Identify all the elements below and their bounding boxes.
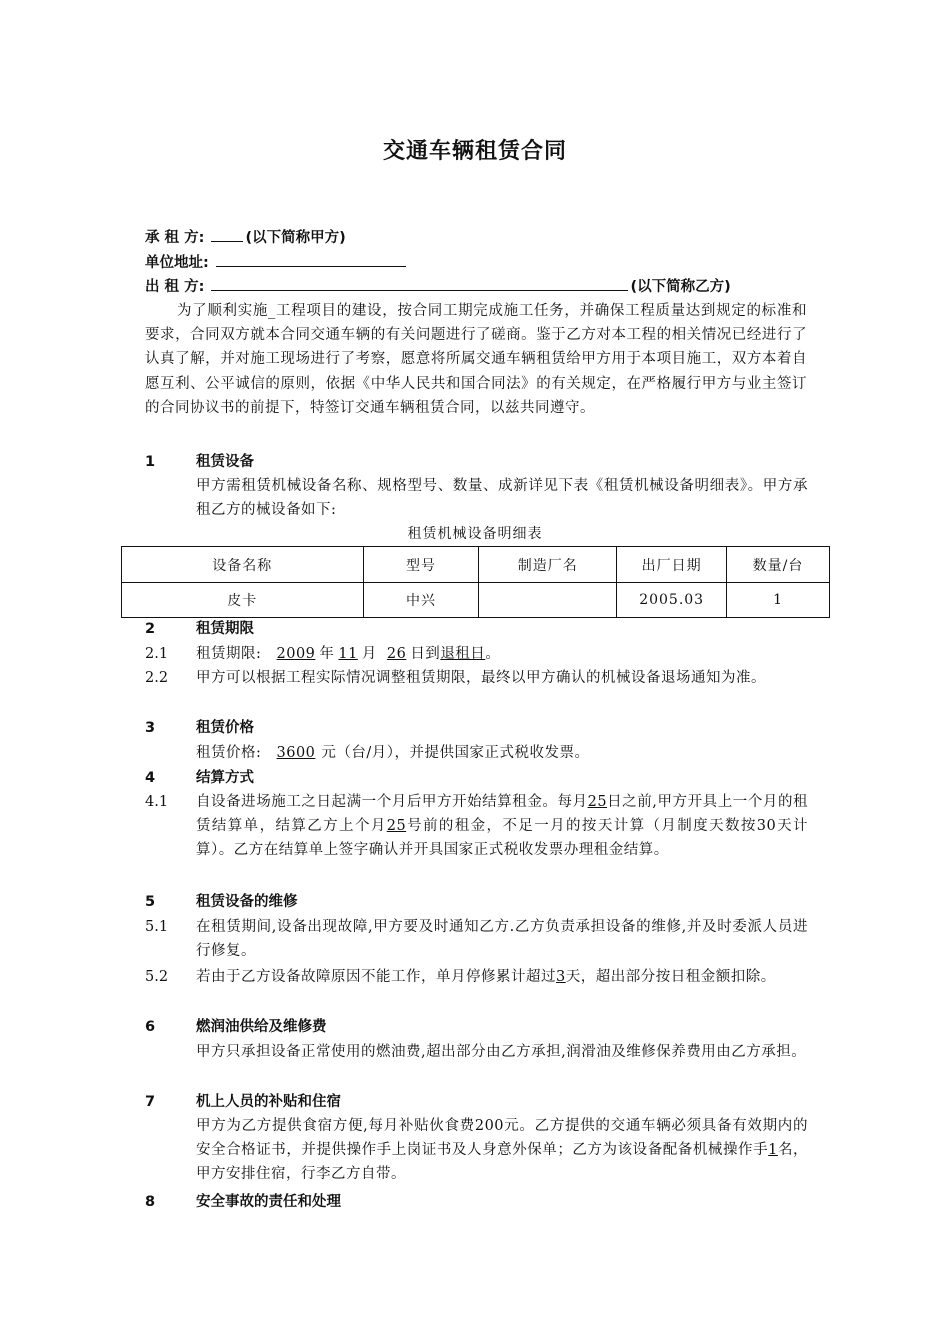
intro-paragraph: 为了顺利实施_工程项目的建设，按合同工期完成施工任务，并确保工程质量达到规定的标准和要求，合同双方就本合同交通车辆的有关问题进行了磋商。鉴于乙方对本工程的相关情况已经进行了认真了解，并对施工现场进行了考察，愿意将所属交通车辆租赁给甲方用于本项目施工，双方本着自愿互利、公平诚信的原则，依据《中华人民共和国合同法》的有关规定，在严格履行甲方与业主签订的合同协议书的前提下，特签订交通车辆租赁合同，以兹共同遵守。: [145, 303, 807, 416]
item-5-1-number: 5.1: [145, 919, 169, 935]
section-8-number: 8: [145, 1194, 156, 1210]
section-1-title: 租赁设备: [196, 454, 254, 470]
lessee-label: 承 租 方:: [145, 230, 205, 246]
price-label: 租赁价格:: [196, 745, 262, 761]
table-header-row: [122, 547, 830, 583]
document-title: 交通车辆租赁合同: [382, 139, 567, 164]
start-year: 2009: [276, 646, 316, 662]
lessee-note: (以下简称甲方): [245, 230, 346, 246]
header-model: 型号: [363, 547, 479, 583]
section-5-title: 租赁设备的维修: [196, 894, 298, 910]
settlement-day-1: 25: [587, 794, 608, 810]
header-quantity: 数量/台: [727, 547, 830, 583]
repair-text-1: 若由于乙方设备故障原因不能工作，单月停修累计超过: [196, 969, 556, 985]
section-3-title: 租赁价格: [196, 720, 254, 736]
table-caption: 租赁机械设备明细表: [407, 526, 543, 542]
item-2-1-period: 。: [485, 646, 501, 662]
section-4-number: 4: [145, 770, 156, 786]
cell-model: 中兴: [363, 583, 479, 618]
staff-text-2: 名，甲方安排住宿，行李乙方自带。: [196, 1142, 809, 1183]
start-month: 11: [338, 646, 358, 662]
section-7-title: 机上人员的补贴和住宿: [196, 1094, 341, 1110]
day-unit: 日到: [410, 646, 441, 662]
header-equipment-name: 设备名称: [122, 547, 364, 583]
lessee-blank: [211, 226, 243, 242]
settlement-text-3: 号前的租金，不足一月的按天计算（月制度天数按30天计算）。乙方在结算单上签字确认并开具国家正式税收发票办理租金结算。: [196, 818, 808, 859]
header-manufacture-date: 出厂日期: [617, 547, 727, 583]
item-2-2-text: 甲方可以根据工程实际情况调整租赁期限，最终以甲方确认的机械设备退场通知为准。: [196, 670, 766, 686]
header-manufacturer: 制造厂名: [479, 547, 617, 583]
section-3-text: [196, 741, 808, 765]
item-2-1-text: [196, 642, 808, 666]
end-date: 退租日: [440, 646, 486, 662]
item-4-1-number: 4.1: [145, 794, 169, 810]
start-day: 26: [386, 646, 407, 662]
lessor-blank: [211, 275, 628, 291]
section-2-number: 2: [145, 621, 156, 637]
lessee-line: [145, 226, 346, 250]
item-4-1-text: [196, 790, 808, 863]
lessor-line: [145, 275, 731, 299]
equipment-table: [121, 546, 830, 618]
staff-text-1: 甲方为乙方提供食宿方便,每月补贴伙食费200元。乙方提供的交通车辆必须具备有效期内的安全合格证书，并提供操作手上岗证书及人身意外保单；乙方为该设备配备机械操作手: [196, 1118, 808, 1159]
table-row: [122, 583, 830, 618]
section-6-text: 甲方只承担设备正常使用的燃油费,超出部分由乙方承担,润滑油及维修保养费用由乙方承担。: [196, 1044, 807, 1060]
section-6-title: 燃润油供给及维修费: [196, 1019, 327, 1035]
cell-manufacture-date: 2005.03: [617, 583, 727, 618]
item-5-2-text: [196, 965, 808, 989]
repair-text-2: 天，超出部分按日租金额扣除。: [565, 969, 776, 985]
section-7-number: 7: [145, 1094, 156, 1110]
settlement-text-1: 自设备进场施工之日起满一个月后甲方开始结算租金。每月: [196, 794, 588, 810]
lessor-label: 出 租 方:: [145, 279, 205, 295]
price-rest: 元（台/月），并提供国家正式税收发票。: [321, 745, 590, 761]
section-1-text: 甲方需租赁机械设备名称、规格型号、数量、成新详见下表《租赁机械设备明细表》。甲方承租乙方的械设备如下:: [196, 478, 808, 519]
cell-quantity: 1: [727, 583, 830, 618]
cell-equipment-name: 皮卡: [122, 583, 364, 618]
item-2-2-number: 2.2: [145, 670, 169, 686]
section-6-number: 6: [145, 1019, 156, 1035]
month-unit: 月: [361, 646, 377, 662]
section-3-number: 3: [145, 720, 156, 736]
address-line: [145, 251, 408, 275]
address-blank: [216, 251, 406, 267]
settlement-text-2: 日之前,甲方开具上一个月的租赁结算单，结算乙方上个月: [196, 794, 809, 835]
section-8-title: 安全事故的责任和处理: [196, 1194, 341, 1210]
item-2-1-number: 2.1: [145, 646, 169, 662]
lessor-note: (以下简称乙方): [630, 279, 731, 295]
section-7-text: [196, 1114, 808, 1187]
lease-term-label: 租赁期限:: [196, 646, 262, 662]
operator-count: 1: [768, 1142, 778, 1159]
section-4-title: 结算方式: [196, 770, 254, 786]
item-5-1-text: 在租赁期间,设备出现故障,甲方要及时通知乙方.乙方负责承担设备的维修,并及时委派人员进行修复。: [196, 919, 808, 960]
section-5-number: 5: [145, 894, 156, 910]
settlement-day-2: 25: [386, 818, 407, 835]
repair-days: 3: [556, 969, 566, 985]
item-5-2-number: 5.2: [145, 969, 169, 985]
cell-manufacturer: [479, 583, 617, 618]
address-label: 单位地址:: [145, 255, 209, 271]
section-2-title: 租赁期限: [196, 621, 254, 637]
year-unit: 年: [319, 646, 335, 662]
price-value: 3600: [276, 745, 316, 761]
section-1-number: 1: [145, 454, 156, 470]
